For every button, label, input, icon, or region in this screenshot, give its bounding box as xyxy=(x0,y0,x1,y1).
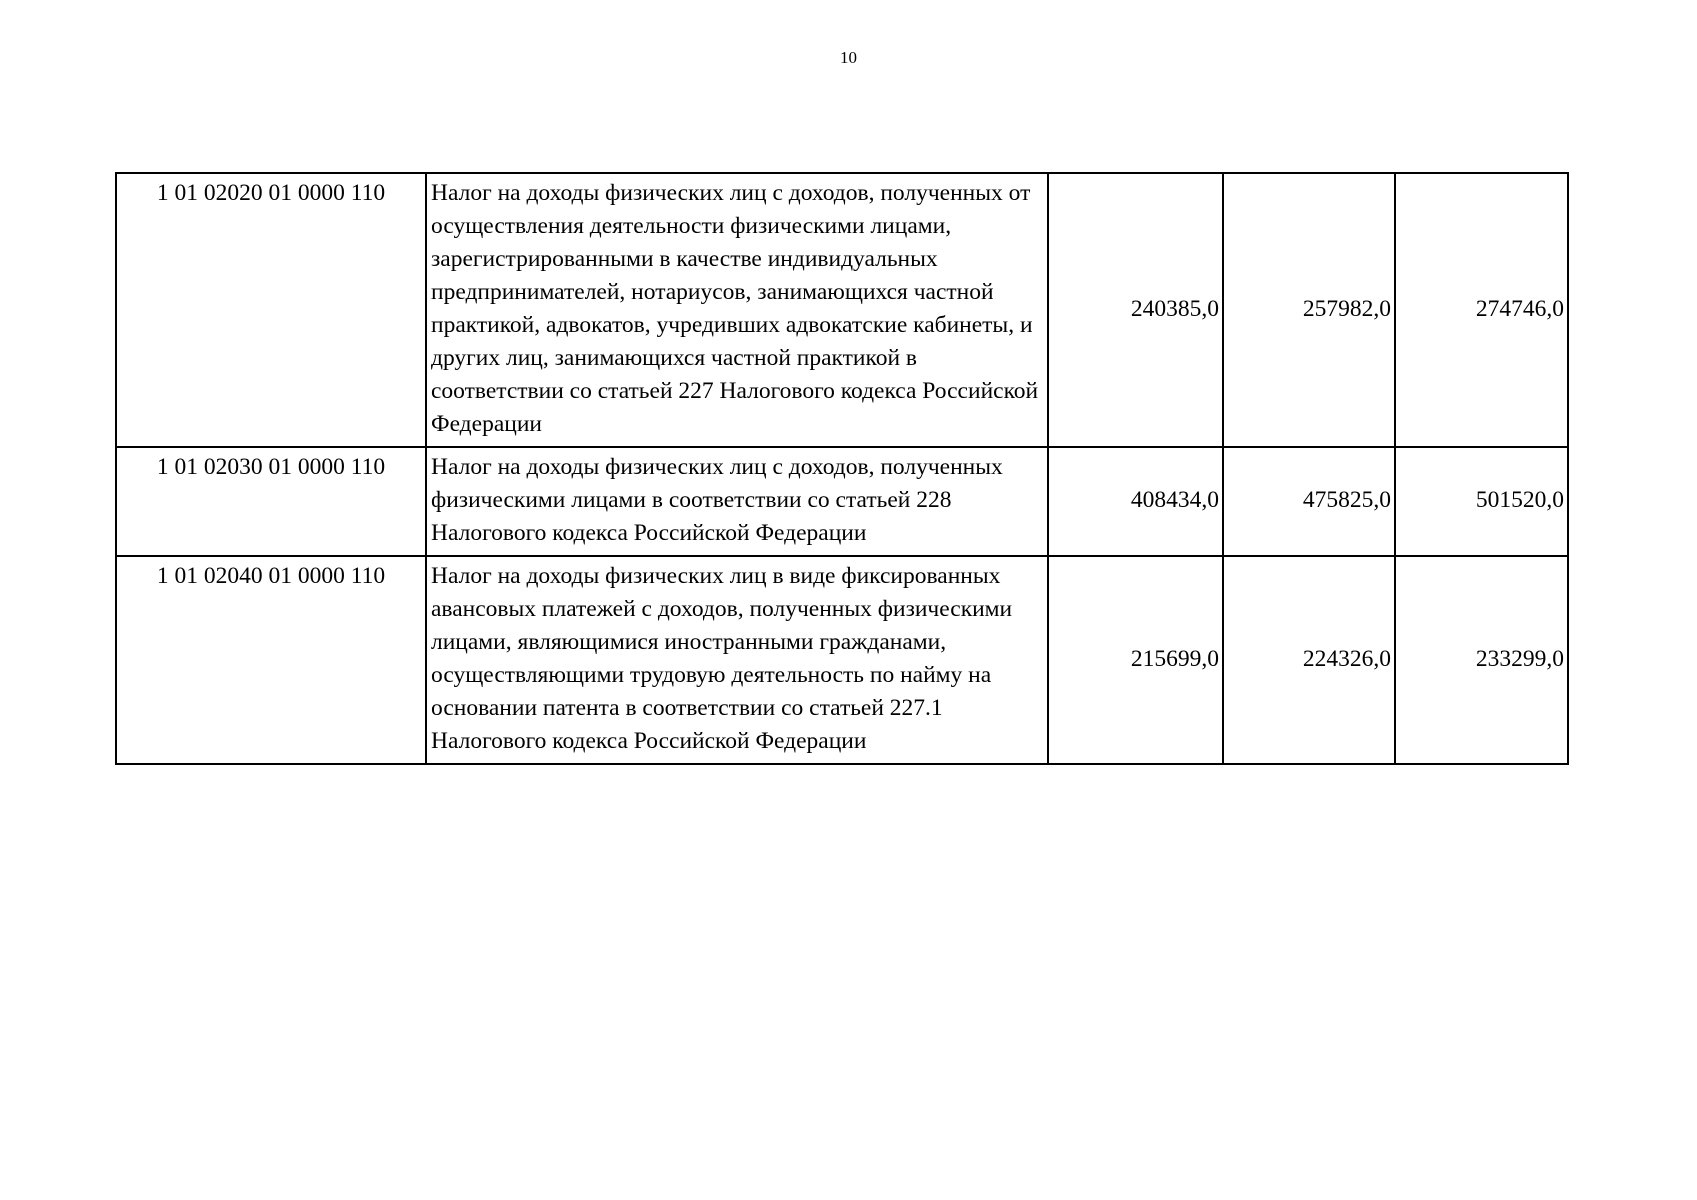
budget-classification-code: 1 01 02030 01 0000 110 xyxy=(116,447,426,556)
table-row xyxy=(116,447,1568,556)
value-year-2: 257982,0 xyxy=(1223,173,1395,447)
value-year-2: 475825,0 xyxy=(1223,447,1395,556)
page-number: 10 xyxy=(840,48,857,67)
budget-revenue-table xyxy=(115,172,1569,765)
value-year-3: 501520,0 xyxy=(1395,447,1568,556)
table-row xyxy=(116,556,1568,764)
value-year-3: 233299,0 xyxy=(1395,556,1568,764)
budget-classification-code: 1 01 02020 01 0000 110 xyxy=(116,173,426,447)
value-year-1: 215699,0 xyxy=(1048,556,1223,764)
value-year-1: 240385,0 xyxy=(1048,173,1223,447)
revenue-description: Налог на доходы физических лиц с доходов, полученных физическими лицами в соответствии со статьей 228 Налогового кодекса Российской Федерации xyxy=(426,447,1048,556)
budget-classification-code: 1 01 02040 01 0000 110 xyxy=(116,556,426,764)
value-year-2: 224326,0 xyxy=(1223,556,1395,764)
value-year-1: 408434,0 xyxy=(1048,447,1223,556)
table-row xyxy=(116,173,1568,447)
revenue-description: Налог на доходы физических лиц с доходов, полученных от осуществления деятельности физическими лицами, зарегистрированными в качестве индивидуальных предпринимателей, нотариусов, занимающихся частной практикой, адвокатов, учредивших адвокатские кабинеты, и других лиц, занимающихся частной практикой в соответствии со статьей 227 Налогового кодекса Российской Федерации xyxy=(426,173,1048,447)
value-year-3: 274746,0 xyxy=(1395,173,1568,447)
revenue-description: Налог на доходы физических лиц в виде фиксированных авансовых платежей с доходов, полученных физическими лицами, являющимися иностранными гражданами, осуществляющими трудовую деятельность по найму на основании патента в соответствии со статьей 227.1 Налогового кодекса Российской Федерации xyxy=(426,556,1048,764)
